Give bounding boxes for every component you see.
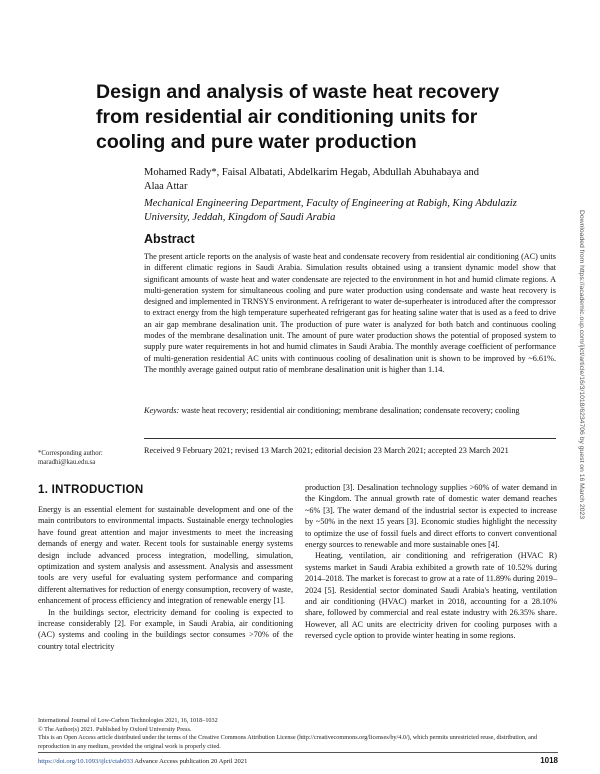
left-column xyxy=(38,504,293,652)
affiliation-line-1: Mechanical Engineering Department, Faculty of Engineering at Rabigh, King Abdulaziz xyxy=(144,198,517,209)
section-heading: 1. INTRODUCTION xyxy=(38,484,144,496)
affiliation-line-2: University, Jeddah, Kingdom of Saudi Arabia xyxy=(144,211,336,223)
journal-citation: International Journal of Low-Carbon Technologies 2021, 16, 1018–1032 xyxy=(38,717,218,724)
footer-notes xyxy=(38,717,558,751)
doi-line xyxy=(38,757,558,766)
footer-divider xyxy=(38,752,558,753)
corresponding-email[interactable]: maradhi@kau.edu.sa xyxy=(38,459,96,466)
corresponding-author xyxy=(38,449,138,467)
received-dates: Received 9 February 2021; revised 13 March 2021; editorial decision 23 March 2021; accepted 23 March 2021 xyxy=(144,446,509,455)
paragraph: Energy is an essential element for sustainable development and one of the main contributors to environmental impacts. Sustainable energy technologies have found great attention and major investments to meet the increasing demands of energy and water. Recent tools for sustainable energy systems design include advanced process integration, modelling, simulation, optimization and system analysis and assessment. Analysis and assessment tools are very useful for evaluating system performance and comparing different alternatives for reduction of energy consumption, recovery of waste, enhancement of process efficiency and integration of renewable energy [1]. xyxy=(38,505,293,606)
corresponding-label: *Corresponding author: xyxy=(38,450,103,457)
download-note: Downloaded from https://academic.oup.com/ijlct/article/16/3/1018/6234706 by guest on 16 March 2023 xyxy=(578,210,585,520)
author-list xyxy=(144,166,544,193)
keywords-label: Keywords: xyxy=(144,406,180,415)
download-watermark xyxy=(577,210,585,720)
keywords-list: waste heat recovery; residential air conditioning; membrane desalination; condensate recovery; cooling xyxy=(179,406,520,415)
page-number: 1018 xyxy=(540,756,558,765)
paper-title: Design and analysis of waste heat recovery from residential air conditioning units for cooling and pure water production xyxy=(96,81,500,153)
authors-line-2: Alaa Attar xyxy=(144,180,188,192)
keywords xyxy=(144,405,556,416)
copyright: © The Author(s) 2021. Published by Oxford University Press. xyxy=(38,725,192,733)
authors-line-1: Mohamed Rady*, Faisal Albatati, Abdelkarim Hegab, Abdullah Abuhabaya and xyxy=(144,167,480,178)
paragraph: In the buildings sector, electricity demand for cooling is expected to increase considerably [2]. For example, in Saudi Arabia, air conditioning (AC) systems and cooling in the buildings sector consumes >70% of the country total electricity xyxy=(38,607,293,651)
right-column xyxy=(305,482,557,642)
affiliation xyxy=(144,197,544,224)
abstract-text: The present article reports on the analysis of waste heat and condensate recovery from residential air conditioning (AC) units in different climatic regions in Saudi Arabia. Simulation results obtained using a transient dynamic model show that significant amounts of waste heat and water condensate are rejected to the environment in hot and humid climate regions. A multi-generation system for simultaneous cooling and pure water production using condensate and waste heat recovery is designed and implemented in TRNSYS environment. A refrigerant to water de-superheater is introduced after the compressor to extract energy from the high temperature superheated refrigerant gas for heating saline water that is used as a feed to drive an air gap membrane desalination unit. The production of pure water is analyzed for both batch and continuous cooling modes of the membrane desalination unit. The amount of pure water production shows the potential of proposed system to supply pure water requirements in hot and humid climates in Saudi Arabia. The monthly average coefficient of performance of multi-generation residential AC units with continuous cooling of desalination unit is shown to be improved by ~6.61%. The monthly average gained output ratio of membrane desalination unit is higher than 1.14. xyxy=(144,252,556,374)
paragraph: Heating, ventilation, air conditioning and refrigeration (HVAC R) systems market in Saudi Arabia exhibited a growth rate of 10.52% during 2014–2018. The market is forecast to grow at a rate of 11.89% during 2019–2024 [5]. Residential sector dominated Saudi Arabia's heating, ventilation and air conditioning (HVAC) market in 2018, accounting for a 28.10% share, followed by commercial and real estate industry with 26.35% share. However, all AC units are electricity driven for cooling purposes with a reversed cycle option to provide winter heating in some regions. xyxy=(305,551,557,641)
license-statement: This is an Open Access article distributed under the terms of the Creative Commons Attribution License (http://creativecommons.org/licenses/by/4.0/), which permits unrestricted reuse, distribution, and reproduction in any medium, provided the original work is properly cited. xyxy=(38,734,538,750)
paragraph: production [3]. Desalination technology supplies >60% of water demand in the Kingdom. The annual growth rate of domestic water demand reaches ~6% [3]. The water demand of the industrial sector is expected to increase by ~50% in the next 15 years [3]. Economic studies highlight the necessity to optimize the use of fossil fuels and direct efforts to convert conventional energy sources to renewable and more sustainable ones [4]. xyxy=(305,483,557,550)
doi-link[interactable]: https://doi.org/10.1093/ijlct/ctab033 xyxy=(38,758,134,765)
advance-access: Advance Access publication 20 April 2021 xyxy=(133,758,248,765)
divider xyxy=(144,438,556,439)
abstract-heading: Abstract xyxy=(144,232,195,246)
